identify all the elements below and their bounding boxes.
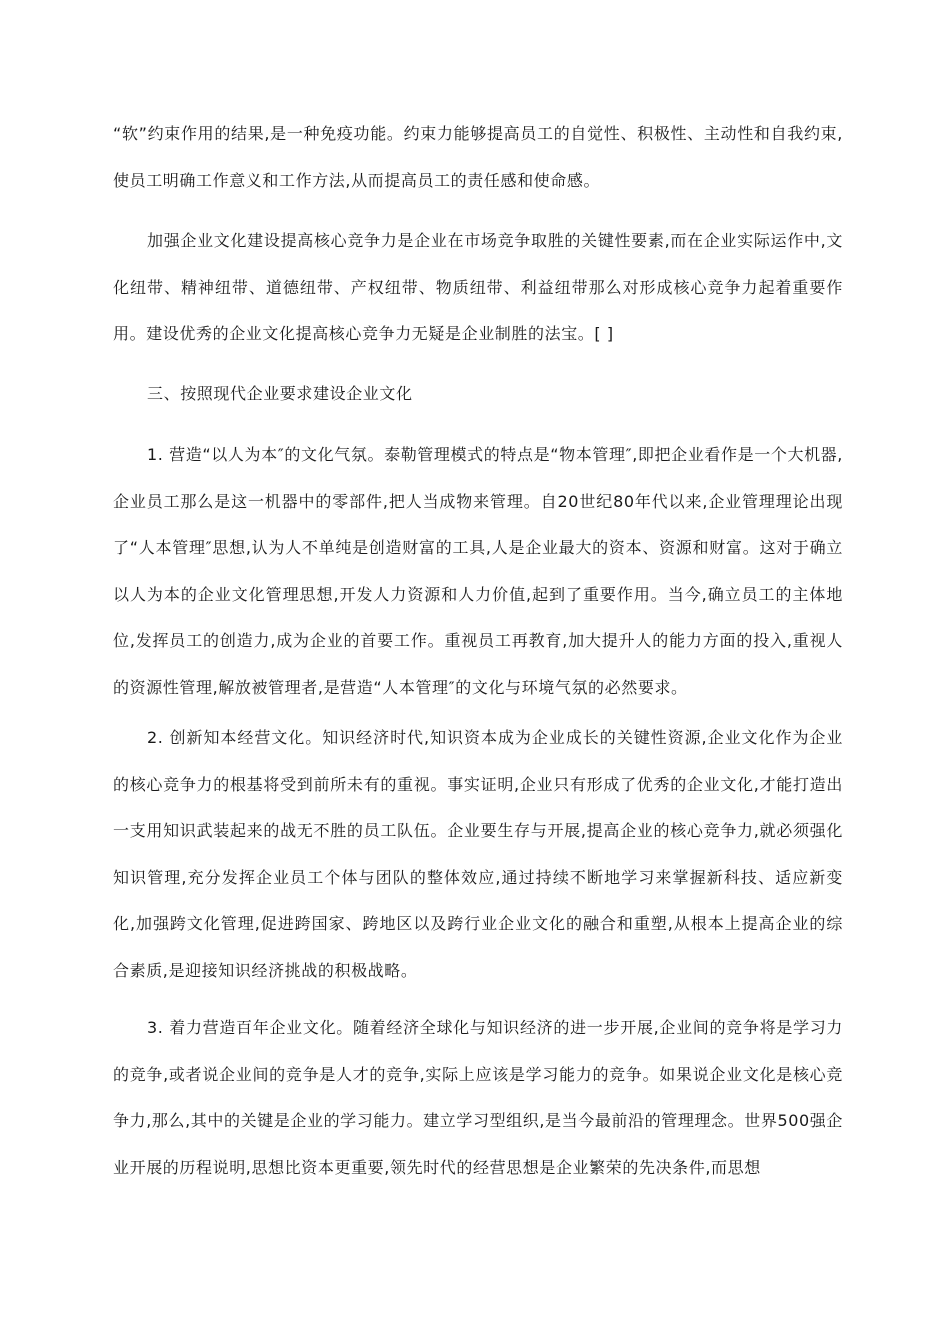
- paragraph-soft-constraint: “软”约束作用的结果,是一种免疫功能。约束力能够提高员工的自觉性、积极性、主动性和自我约束,使员工明确工作意义和工作方法,从而提高员工的责任感和使命感。: [113, 124, 843, 190]
- section-heading: 三、按照现代企业要求建设企业文化: [147, 384, 413, 403]
- paragraph-core-competitiveness: 加强企业文化建设提高核心竞争力是企业在市场竞争取胜的关键性要素,而在企业实际运作中,文化纽带、精神纽带、道德纽带、产权纽带、物质纽带、利益纽带那么对形成核心竞争力起着重要作用。建设优秀的企业文化提高核心竞争力无疑是企业制胜的法宝。[ ]: [113, 231, 843, 343]
- paragraph-item-3: 3. 着力营造百年企业文化。随着经济全球化与知识经济的进一步开展,企业间的竞争将是学习力的竞争,或者说企业间的竞争是人才的竞争,实际上应该是学习能力的竞争。如果说企业文化是核心竞争力,那么,其中的关键是企业的学习能力。建立学习型组织,是当今最前沿的管理理念。世界500强企业开展的历程说明,思想比资本更重要,领先时代的经营思想是企业繁荣的先决条件,而思想: [113, 1018, 843, 1177]
- paragraph-item-2: 2. 创新知本经营文化。知识经济时代,知识资本成为企业成长的关键性资源,企业文化作为企业的核心竞争力的根基将受到前所未有的重视。事实证明,企业只有形成了优秀的企业文化,才能打造出一支用知识武装起来的战无不胜的员工队伍。企业要生存与开展,提高企业的核心竞争力,就必须强化知识管理,充分发挥企业员工个体与团队的整体效应,通过持续不断地学习来掌握新科技、适应新变化,加强跨文化管理,促进跨国家、跨地区以及跨行业企业文化的融合和重塑,从根本上提高企业的综合素质,是迎接知识经济挑战的积极战略。: [113, 728, 843, 980]
- paragraph-item-1: 1. 营造“以人为本″的文化气氛。泰勒管理模式的特点是“物本管理″,即把企业看作是一个大机器,企业员工那么是这一机器中的零部件,把人当成物来管理。自20世纪80年代以来,企业管理理论出现了“人本管理″思想,认为人不单纯是创造财富的工具,人是企业最大的资本、资源和财富。这对于确立以人为本的企业文化管理思想,开发人力资源和人力价值,起到了重要作用。当今,确立员工的主体地位,发挥员工的创造力,成为企业的首要工作。重视员工再教育,加大提升人的能力方面的投入,重视人的资源性管理,解放被管理者,是营造“人本管理″的文化与环境气氛的必然要求。: [113, 445, 843, 697]
